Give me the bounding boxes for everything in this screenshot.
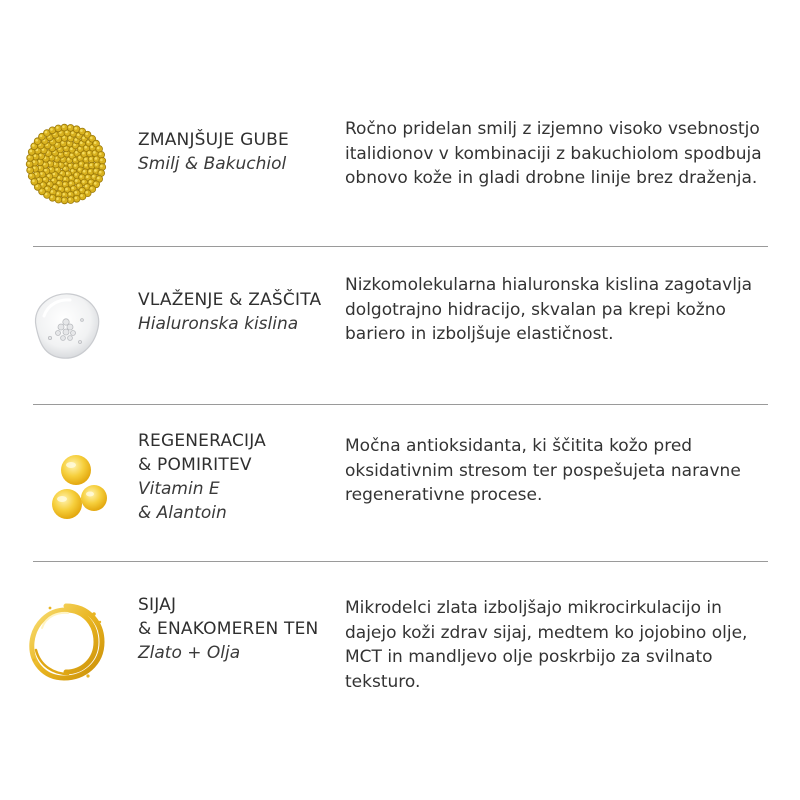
feature-subtitle: Zlato + Olja	[138, 643, 241, 663]
feature-heading: & POMIRITEV	[138, 455, 252, 475]
feature-heading: SIJAJ	[138, 595, 177, 615]
feature-description: Nizkomolekularna hialuronska kislina zagotavlja dolgotrajno hidracijo, skvalan pa krepi kožno bariero in izboljšuje elastičnost.	[345, 275, 753, 344]
vitamin-e-oil-drops-icon	[22, 446, 110, 534]
feature-title	[138, 128, 338, 176]
divider	[33, 404, 768, 405]
feature-heading: ZMANJŠUJE GUBE	[138, 130, 289, 150]
feature-subtitle: Hialuronska kislina	[138, 314, 299, 334]
hyaluronic-gel-drop-icon	[22, 282, 110, 370]
feature-subtitle: & Alantoin	[138, 503, 227, 523]
feature-description: Ročno pridelan smilj z izjemno visoko vsebnostjo italidionov v kombinaciji z bakuchiolom spodbuja obnovo kože in gladi drobne linije brez draženja.	[345, 119, 762, 188]
feature-title	[138, 288, 338, 336]
feature-subtitle: Vitamin E	[138, 479, 220, 499]
feature-title	[138, 429, 338, 525]
feature-title	[138, 593, 338, 665]
feature-heading: REGENERACIJA	[138, 431, 267, 451]
feature-subtitle: Smilj & Bakuchiol	[138, 154, 287, 174]
feature-heading: & ENAKOMEREN TEN	[138, 619, 319, 639]
immortelle-flower-icon	[22, 120, 110, 208]
feature-heading: VLAŽENJE & ZAŠČITA	[138, 290, 322, 310]
feature-description: Mikrodelci zlata izboljšajo mikrocirkulacijo in dajejo koži zdrav sijaj, medtem ko jojobino olje, MCT in mandljevo olje poskrbijo za svilnato teksturo.	[345, 598, 748, 692]
divider	[33, 561, 768, 562]
feature-description: Močna antioksidanta, ki ščitita kožo pred oksidativnim stresom ter pospešujeta naravne regenerativne procese.	[345, 436, 741, 505]
divider	[33, 246, 768, 247]
gold-oil-swirl-icon	[22, 598, 110, 686]
